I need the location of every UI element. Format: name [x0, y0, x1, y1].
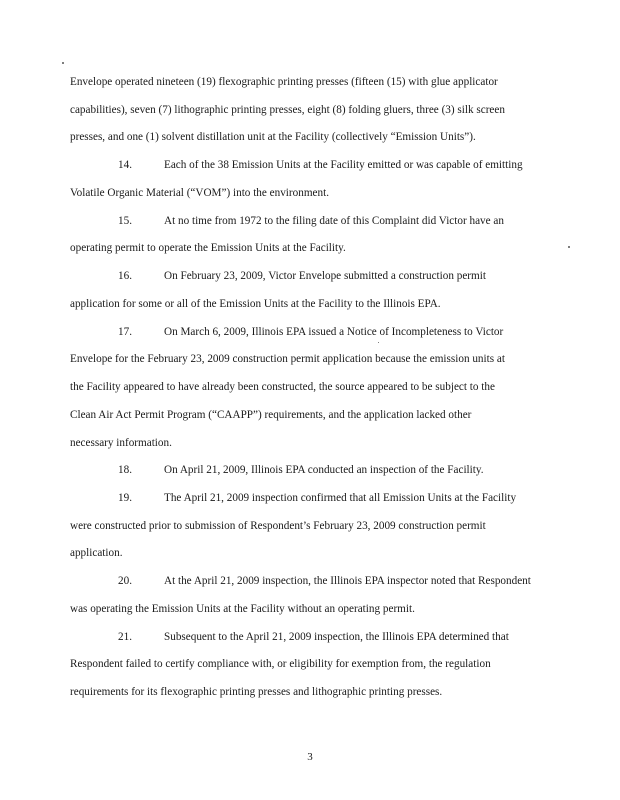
paragraph-20-line: was operating the Emission Units at the Facility without an operating permit.: [70, 603, 415, 615]
paragraph-17-line: necessary information.: [70, 437, 172, 449]
paragraph-14-first-line: [118, 158, 570, 172]
paragraph-15-number: 15.: [118, 215, 132, 227]
paragraph-17-line: the Facility appeared to have already been constructed, the source appeared to be subject to the: [70, 381, 495, 393]
paragraph-21-first-line: [118, 630, 570, 644]
paragraph-13-line: Envelope operated nineteen (19) flexographic printing presses (fifteen (15) with glue applicator: [70, 76, 498, 88]
paragraph-20-number: 20.: [118, 575, 132, 587]
paragraph-19-first-line: [118, 491, 570, 505]
paragraph-20-first-line: [118, 574, 570, 588]
paragraph-18-first-line: [118, 463, 570, 477]
paragraph-18-text: On April 21, 2009, Illinois EPA conducted an inspection of the Facility.: [164, 464, 484, 476]
paragraph-13-line: presses, and one (1) solvent distillation unit at the Facility (collectively “Emission Units”).: [70, 131, 476, 143]
paragraph-17-text: On March 6, 2009, Illinois EPA issued a Notice of Incompleteness to Victor: [164, 326, 504, 338]
paragraph-18-number: 18.: [118, 464, 132, 476]
paragraph-17-first-line: [118, 325, 570, 339]
paragraph-17-number: 17.: [118, 326, 132, 338]
paragraph-14-number: 14.: [118, 159, 132, 171]
paragraph-17-line: Clean Air Act Permit Program (“CAAPP”) requirements, and the application lacked other: [70, 409, 472, 421]
paragraph-15-text: At no time from 1972 to the filing date of this Complaint did Victor have an: [164, 215, 504, 227]
paragraph-14-line: Volatile Organic Material (“VOM”) into the environment.: [70, 187, 329, 199]
paragraph-19-line: application.: [70, 547, 123, 559]
paragraph-15-line: operating permit to operate the Emission Units at the Facility.: [70, 242, 346, 254]
page-number: 3: [307, 751, 313, 763]
scan-speck: [62, 62, 64, 64]
paragraph-16-number: 16.: [118, 270, 132, 282]
paragraph-21-line: requirements for its flexographic printing presses and lithographic printing presses.: [70, 686, 443, 698]
paragraph-21-number: 21.: [118, 631, 132, 643]
scan-speck: [378, 342, 379, 343]
paragraph-14-text: Each of the 38 Emission Units at the Facility emitted or was capable of emitting: [164, 159, 523, 171]
paragraph-20-text: At the April 21, 2009 inspection, the Illinois EPA inspector noted that Respondent: [164, 575, 531, 587]
paragraph-19-number: 19.: [118, 492, 132, 504]
paragraph-21-line: Respondent failed to certify compliance with, or eligibility for exemption from, the regulation: [70, 658, 491, 670]
paragraph-19-line: were constructed prior to submission of Respondent’s February 23, 2009 construction permit: [70, 520, 486, 532]
paragraph-13-line: capabilities), seven (7) lithographic printing presses, eight (8) folding gluers, three (3) silk screen: [70, 104, 505, 116]
scan-speck: [568, 246, 570, 248]
paragraph-15-first-line: [118, 214, 570, 228]
paragraph-21-text: Subsequent to the April 21, 2009 inspection, the Illinois EPA determined that: [164, 631, 509, 643]
paragraph-16-first-line: [118, 269, 570, 283]
paragraph-17-line: Envelope for the February 23, 2009 construction permit application because the emission units at: [70, 353, 505, 365]
paragraph-19-text: The April 21, 2009 inspection confirmed that all Emission Units at the Facility: [164, 492, 517, 504]
paragraph-16-text: On February 23, 2009, Victor Envelope submitted a construction permit: [164, 270, 486, 282]
paragraph-16-line: application for some or all of the Emission Units at the Facility to the Illinois EPA.: [70, 298, 441, 310]
